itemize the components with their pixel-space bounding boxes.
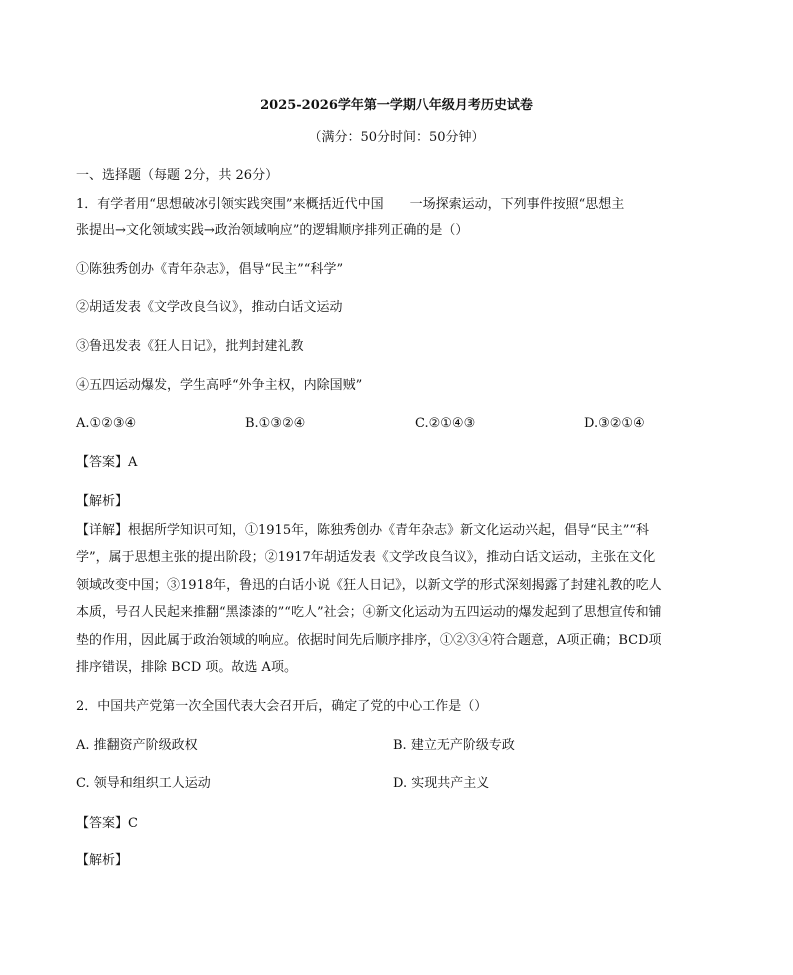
- exam-subtitle: （满分：50分时间：50分钟）: [308, 130, 485, 145]
- question-2-option-c: C. 领导和组织工人运动: [76, 776, 211, 791]
- question-1-option-b: B.①③②④: [245, 416, 306, 431]
- question-2-option-d: D. 实现共产主义: [393, 776, 490, 791]
- question-2-analysis-label: 【解析】: [76, 853, 129, 868]
- question-1-item-4: ④五四运动爆发，学生高呼“外争主权，内除国贼”: [76, 378, 363, 393]
- section-heading: 一、选择题（每题 2分，共 26分）: [76, 168, 279, 183]
- question-2-answer: 【答案】C: [76, 816, 138, 831]
- question-1-analysis-label: 【解析】: [76, 494, 129, 509]
- analysis-line-4: 本质，号召人民起来推翻“黑漆漆的”“吃人”社会；④新文化运动为五四运动的爆发起到了思想宣传和铺: [76, 605, 662, 620]
- question-2-option-a: A. 推翻资产阶级政权: [76, 738, 198, 753]
- analysis-line-3: 领域改变中国；③1918年，鲁迅的白话小说《狂人日记》，以新文学的形式深刻揭露了封建礼教的吃人: [76, 578, 662, 593]
- analysis-line-1: 【详解】根据所学知识可知，①1915年，陈独秀创办《青年杂志》新文化运动兴起，倡导“民主”“科: [76, 523, 650, 538]
- question-2-option-b: B. 建立无产阶级专政: [393, 738, 515, 753]
- question-1-option-c: C.②①④③: [415, 416, 476, 431]
- exam-title: 2025-2026学年第一学期八年级月考历史试卷: [260, 98, 533, 113]
- question-1-item-1: ①陈独秀创办《青年杂志》，倡导“民主”“科学”: [76, 262, 344, 277]
- analysis-line-6: 排序错误，排除 BCD 项。故选 A项。: [76, 660, 297, 675]
- analysis-line-5: 垫的作用，因此属于政治领域的响应。依据时间先后顺序排序，①②③④符合题意，A项正确；BCD项: [76, 633, 662, 648]
- question-1-stem-line-1: 1．有学者用“思想破冰引领实践突围”来概括近代中国 一场探索运动，下列事件按照“思想主: [76, 197, 625, 212]
- question-2-stem: 2．中国共产党第一次全国代表大会召开后，确定了党的中心工作是（）: [76, 699, 488, 714]
- question-1-stem-line-2: 张提出→文化领域实践→政治领域响应”的逻辑顺序排列正确的是（）: [76, 223, 469, 238]
- analysis-line-2: 学”，属于思想主张的提出阶段；②1917年胡适发表《文学改良刍议》，推动白话文运动，主张在文化: [76, 550, 656, 565]
- question-1-item-2: ②胡适发表《文学改良刍议》，推动白话文运动: [76, 300, 343, 315]
- question-1-option-a: A.①②③④: [76, 416, 137, 431]
- question-1-answer: 【答案】A: [76, 455, 138, 470]
- question-1-option-d: D.③②①④: [584, 416, 645, 431]
- question-1-item-3: ③鲁迅发表《狂人日记》，批判封建礼教: [76, 339, 304, 354]
